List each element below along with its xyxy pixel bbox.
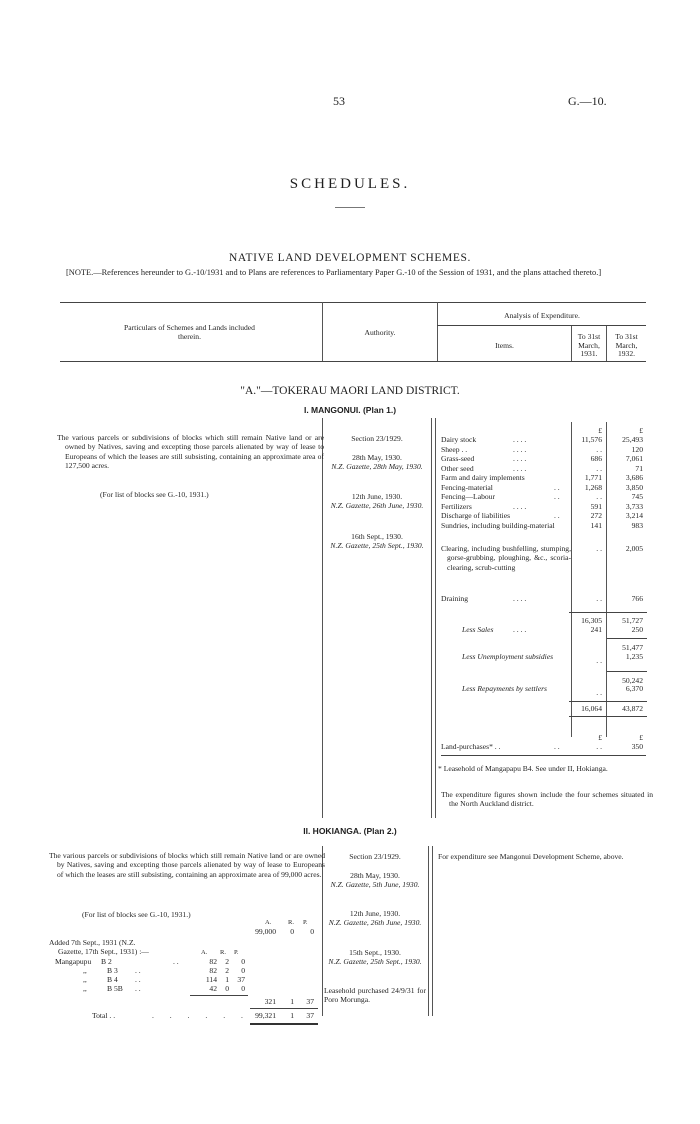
item-value-1932: 7,061	[625, 454, 643, 463]
block-acres: 82	[209, 966, 217, 975]
expenditure-row	[441, 464, 646, 473]
land-purchases-dots: . .	[554, 742, 560, 751]
less-unemployment-label	[462, 652, 574, 661]
block-perches: 0	[241, 957, 245, 966]
block-acres: 42	[209, 984, 217, 993]
item-label: Sundries, including building-material	[441, 520, 555, 530]
item-label: Farm and dairy implements	[441, 473, 525, 482]
expenditure-row	[441, 473, 646, 482]
block-name: B 4	[107, 975, 118, 984]
less-sales-label: Less Sales	[462, 625, 494, 634]
item-value-1932: 25,493	[622, 435, 643, 444]
s2-authority-3	[323, 909, 427, 928]
block-prefix: ,,	[83, 966, 87, 975]
expenditure-row	[441, 594, 646, 603]
subtotal-2-rule	[607, 638, 647, 639]
item-value-1931: . .	[596, 463, 602, 473]
authority-line: 28th May, 1930.	[352, 453, 402, 462]
authority-line: 12th June, 1930.	[349, 909, 401, 918]
header-particulars: Particulars of Schemes and Lands included therein.	[124, 323, 255, 342]
block-dots: . .	[135, 966, 141, 975]
authority-line: Leasehold purchased 24/9/31 for Poro Morunga.	[324, 986, 426, 1005]
authority-line: N.Z. Gazette, 25th Sept., 1930.	[328, 957, 422, 967]
s1-authority-1	[323, 434, 431, 443]
s2-arp-head-a: A.	[265, 919, 272, 926]
s1-list-ref: (For list of blocks see G.-10, 1931.)	[100, 490, 209, 499]
block-roods: 2	[225, 966, 229, 975]
s1-divider-1	[322, 418, 323, 818]
s2-particulars: The various parcels or subdivisions of blocks which still remain Native land or are owned by Natives, saving and excepting those parcels alienated by way of lease to Europeans of which the leases are still subsisting, containing an approximate area of 99,000 acres.	[49, 851, 325, 879]
s2-divider-2	[428, 846, 429, 1016]
item-label: Fencing-material	[441, 482, 493, 492]
s2-added-acres: 321	[264, 997, 276, 1006]
header-authority: Authority.	[364, 328, 396, 337]
expenditure-row	[441, 502, 646, 511]
header-analysis-rule	[437, 325, 646, 326]
block-acres: 82	[209, 957, 217, 966]
footnote-expenditure: The expenditure figures shown include the four schemes situated in the North Auckland district.	[441, 790, 653, 809]
less-sales-1931: 241	[590, 625, 602, 634]
block-dots: . .	[135, 984, 141, 993]
page-subtitle: NATIVE LAND DEVELOPMENT SCHEMES.	[229, 252, 471, 264]
item-dots: . . . .	[513, 501, 527, 511]
item-dots: . .	[554, 482, 560, 492]
s2-authority-1	[323, 852, 427, 861]
table-header-bottom-rule	[60, 361, 646, 362]
authority-line: Section 23/1929.	[351, 434, 403, 443]
subtotal-3-1932: 50,242	[622, 676, 643, 685]
item-value-1932: 745	[631, 492, 643, 501]
s2-arp-head-p: P.	[303, 919, 308, 926]
s1-currency-1932: £	[639, 426, 643, 435]
item-dots: . . . .	[513, 435, 527, 444]
item-label: Grass-seed	[441, 454, 475, 463]
block-name: B 3	[107, 966, 118, 975]
s1-authority-2	[323, 453, 431, 472]
block-dots: . .	[135, 975, 141, 984]
s1-currency-1931: £	[598, 426, 602, 435]
land-purchases-1932: 350	[631, 742, 643, 751]
s1-particulars: The various parcels or subdivisions of blocks which still remain Native land or are owned by Natives, saving and excepting those parcels alienated by way of lease to Europeans of which the leases are still subsisting, containing an approximate area of 127,500 acres.	[57, 433, 324, 471]
less-repayments-1931: . .	[596, 688, 602, 697]
s2-added-rule	[190, 995, 248, 996]
block-name: B 5B	[107, 984, 123, 993]
land-purchases-currency-1932: £	[639, 733, 643, 742]
subtotal-1-1931: 16,305	[581, 616, 602, 625]
expenditure-row	[441, 454, 646, 463]
s2-added-arp-r: R.	[220, 949, 226, 956]
page-title: SCHEDULES.	[289, 176, 411, 192]
item-dots: . .	[554, 511, 560, 520]
item-dots: . . . .	[513, 463, 527, 473]
item-value-1932: 3,686	[625, 473, 643, 482]
item-label: Draining	[441, 594, 468, 603]
s2-added-perches: 37	[306, 997, 314, 1006]
item-label: Fertilizers	[441, 501, 472, 511]
s2-authority-5	[324, 986, 426, 1005]
table-header-top-rule	[60, 302, 646, 303]
land-purchases-rule	[441, 755, 646, 756]
less-unemployment-1931: . .	[596, 656, 602, 665]
block-prefix: ,,	[83, 975, 87, 984]
s2-arp-head-r: R.	[288, 919, 294, 926]
s1-divider-3	[435, 418, 436, 818]
item-value-1931: 1,268	[584, 482, 602, 492]
item-label: Fencing—Labour	[441, 492, 495, 501]
block-prefix: Mangapupu	[55, 957, 92, 966]
section-2-heading: II. HOKIANGA. (Plan 2.)	[303, 826, 397, 836]
block-perches: 37	[237, 975, 245, 984]
title-rule	[335, 207, 365, 208]
item-value-1931: 686	[590, 454, 602, 463]
item-dots: . . . .	[513, 594, 527, 603]
authority-line: 15th Sept., 1930.	[349, 948, 401, 957]
block-dots: . .	[173, 957, 179, 966]
total-1932: 43,872	[622, 704, 643, 713]
land-purchases-1931: . .	[596, 742, 602, 751]
item-dots: . . . .	[513, 454, 527, 463]
item-value-1932: 3,850	[625, 482, 643, 492]
expenditure-row	[441, 483, 646, 492]
block-roods: 2	[225, 957, 229, 966]
item-value-1931: 141	[590, 520, 602, 530]
expenditure-row	[441, 511, 646, 520]
s2-total-rule-top	[250, 1008, 318, 1009]
s2-total-dots: . . . . . .	[152, 1011, 243, 1020]
authority-line: N.Z. Gazette, 28th May, 1930.	[331, 462, 423, 472]
item-value-1932: 766	[631, 594, 643, 603]
s2-total-acres: 99,321	[255, 1011, 276, 1020]
less-repayments-1932: 6,370	[625, 684, 643, 693]
header-analysis: Analysis of Expenditure.	[504, 311, 580, 320]
less-unemployment-text: Less Unemployment subsidies	[462, 652, 554, 661]
authority-line: 28th May, 1930.	[350, 871, 400, 880]
block-name: B 2	[101, 957, 112, 966]
land-purchases-label: Land-purchases* . .	[441, 742, 501, 751]
item-value-1932: 3,733	[625, 501, 643, 511]
s2-added-roods: 1	[290, 997, 294, 1006]
document-reference: G.—10.	[568, 94, 607, 108]
s2-added-arp-a: A.	[201, 949, 208, 956]
item-label: Sheep . .	[441, 444, 468, 454]
authority-line: N.Z. Gazette, 25th Sept., 1930.	[330, 541, 424, 551]
district-heading: "A."—TOKERAU MAORI LAND DISTRICT.	[240, 385, 460, 397]
s2-base-roods: 0	[290, 927, 294, 936]
item-value-1932: 2,005	[625, 544, 643, 553]
s2-total-roods: 1	[290, 1011, 294, 1020]
s2-authority-2	[323, 871, 427, 890]
item-value-1931: . .	[596, 594, 602, 603]
less-sales-1932: 250	[631, 625, 643, 634]
authority-line: 16th Sept., 1930.	[351, 532, 403, 541]
s1-authority-3	[323, 492, 431, 511]
item-value-1932: 3,214	[625, 511, 643, 520]
item-value-1932: 71	[635, 463, 643, 473]
item-value-1931: 272	[590, 511, 602, 520]
s2-divider-3	[432, 846, 433, 1016]
s2-list-ref: (For list of blocks see G.-10, 1931.)	[82, 910, 191, 919]
authority-line: N.Z. Gazette, 26th June, 1930.	[330, 501, 424, 511]
subtotal-3-rule	[607, 671, 647, 672]
subtotal-1-1932: 51,727	[622, 616, 643, 625]
item-value-1931: 591	[590, 501, 602, 511]
s2-added-line-2: Gazette, 17th Sept., 1931) :—	[58, 947, 149, 956]
footnote-leasehold: * Leasehold of Mangapapu B4. See under II, Hokianga.	[438, 764, 608, 773]
authority-line: N.Z. Gazette, 5th June, 1930.	[330, 880, 420, 890]
less-repayments-label	[462, 684, 574, 693]
note: [NOTE.—References hereunder to G.-10/1931 and to Plans are references to Parliamentary Paper G.-10 of the Session of 1931, and the plans attached thereto.]	[66, 268, 602, 277]
item-dots: . . . .	[513, 444, 527, 454]
item-value-1931: . .	[596, 544, 602, 553]
s2-total-perches: 37	[306, 1011, 314, 1020]
block-perches: 0	[241, 984, 245, 993]
s2-authority-4	[323, 948, 427, 967]
s2-total-label: Total . .	[92, 1011, 116, 1020]
block-acres: 114	[205, 975, 217, 984]
authority-line: N.Z. Gazette, 26th June, 1930.	[328, 918, 422, 928]
s2-base-perches: 0	[310, 927, 314, 936]
less-sales-dots: . . . .	[513, 625, 527, 634]
authority-line: Section 23/1929.	[349, 852, 401, 861]
block-roods: 0	[225, 984, 229, 993]
expenditure-row	[441, 435, 646, 444]
item-label: Clearing, including bushfelling, stumping, gorse-grubbing, ploughing, &c., scoria-clearing, scrub-cutting	[441, 544, 571, 572]
subtotal-1-rule	[569, 612, 647, 613]
item-label: Dairy stock	[441, 435, 477, 444]
item-value-1931: 1,771	[584, 473, 602, 482]
item-value-1931: . .	[596, 492, 602, 501]
header-col-1931: To 31st March, 1931.	[577, 332, 601, 358]
s1-authority-4	[323, 532, 431, 551]
less-repayments-text: Less Repayments by settlers	[462, 684, 547, 693]
total-rule-top	[569, 701, 647, 702]
item-value-1932: 120	[631, 444, 643, 454]
s2-total-rule-bottom	[250, 1023, 318, 1025]
item-label: Discharge of liabilities	[441, 511, 511, 520]
s2-base-acres: 99,000	[255, 927, 276, 936]
item-value-1931: . .	[596, 444, 602, 454]
expenditure-row	[441, 492, 646, 501]
item-value-1931: 11,576	[581, 435, 602, 444]
total-1931: 16,064	[581, 704, 602, 713]
page-number: 53	[333, 94, 345, 108]
section-1-heading: I. MANGONUI. (Plan 1.)	[303, 405, 397, 415]
item-dots: . .	[554, 492, 560, 501]
s2-added-arp-p: P.	[234, 949, 239, 956]
subtotal-2-1932: 51,477	[622, 643, 643, 652]
header-items: Items.	[495, 341, 514, 350]
header-col-1932: To 31st March, 1932.	[615, 332, 638, 358]
authority-line: 12th June, 1930.	[351, 492, 403, 501]
s1-divider-2	[431, 418, 432, 818]
s2-expenditure-note: For expenditure see Mangonui Development Scheme, above.	[438, 852, 624, 861]
block-perches: 0	[241, 966, 245, 975]
item-value-1932: 983	[631, 520, 643, 530]
land-purchases-currency-1931: £	[598, 733, 602, 742]
block-roods: 1	[225, 975, 229, 984]
block-prefix: ,,	[83, 984, 87, 993]
less-unemployment-1932: 1,235	[625, 652, 643, 661]
expenditure-row	[441, 445, 646, 454]
item-label: Other seed	[441, 463, 474, 473]
s2-added-line-1: Added 7th Sept., 1931 (N.Z.	[49, 938, 136, 947]
total-rule-bottom	[569, 716, 647, 717]
